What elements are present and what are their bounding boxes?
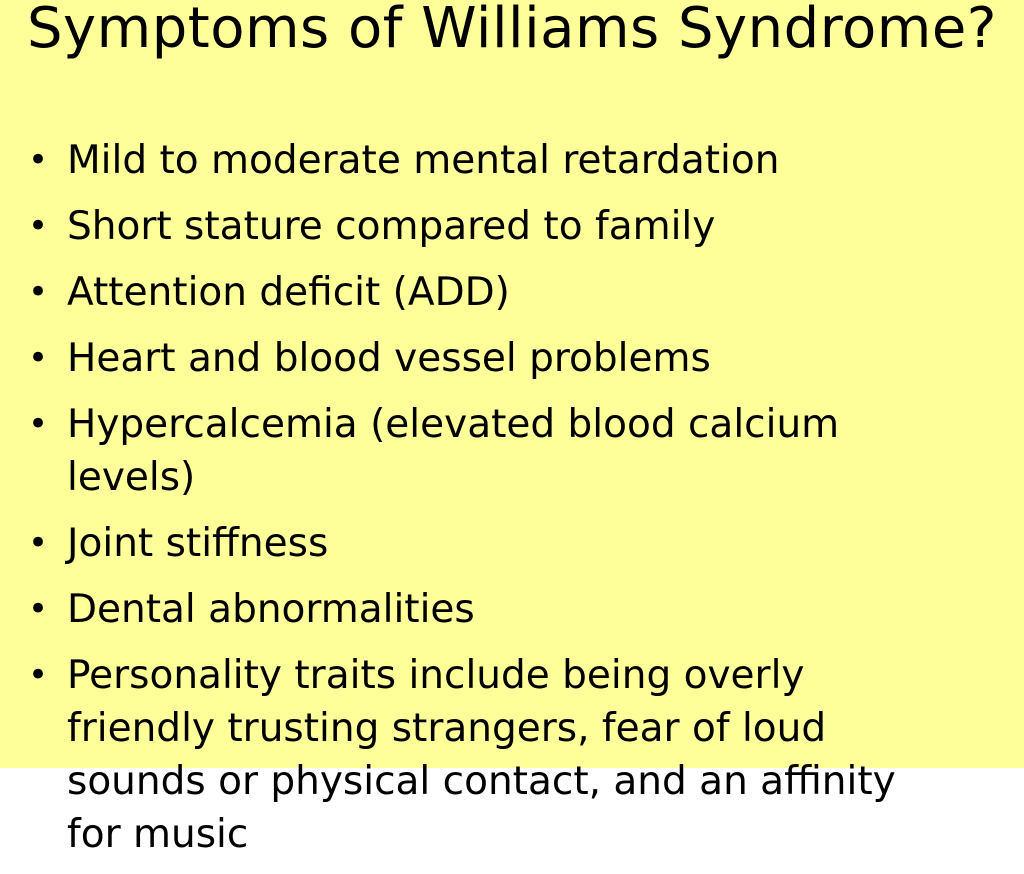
- bullet-text: Hypercalcemia (elevated blood calcium levels): [67, 402, 840, 500]
- bullet-text: Attention deficit (ADD): [67, 270, 510, 315]
- bullet-item: [0, 583, 1024, 636]
- bullet-icon: •: [28, 272, 49, 312]
- bullet-icon: •: [28, 404, 49, 444]
- bullet-text: Personality traits include being overly friendly trusting strangers, fear of loud sounds or physical contact, and an affinity for music: [67, 653, 896, 857]
- bullet-icon: •: [28, 206, 49, 246]
- bullet-item: [0, 517, 1024, 570]
- bullet-icon: •: [28, 140, 49, 180]
- bullet-item: [0, 398, 1024, 504]
- bullet-list: [0, 134, 1024, 874]
- bullet-text: Short stature compared to family: [67, 204, 716, 249]
- bullet-text: Joint stiffness: [67, 521, 329, 566]
- bullet-icon: •: [28, 523, 49, 563]
- bullet-item: [0, 332, 1024, 385]
- bullet-item: [0, 266, 1024, 319]
- bullet-text: Dental abnormalities: [67, 587, 475, 632]
- bullet-item: [0, 649, 1024, 861]
- bullet-text: Heart and blood vessel problems: [67, 336, 711, 381]
- bullet-icon: •: [28, 338, 49, 378]
- slide-title: Symptoms of Williams Syndrome?: [26, 0, 998, 61]
- bullet-text: Mild to moderate mental retardation: [67, 138, 780, 183]
- bullet-icon: •: [28, 589, 49, 629]
- bullet-item: [0, 200, 1024, 253]
- bullet-icon: •: [28, 655, 49, 695]
- bullet-item: [0, 134, 1024, 187]
